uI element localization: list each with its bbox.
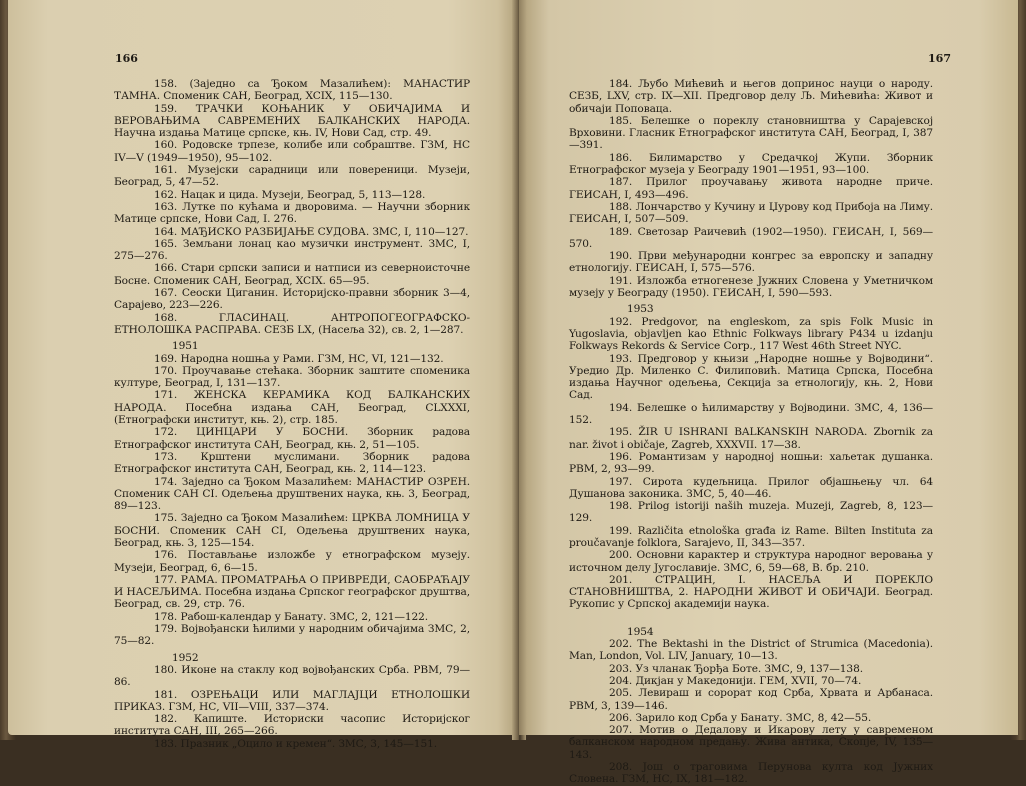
bibliography-entry: 195. ŽIR U ISHRANI BALKANSKIH NARODA. Zbornik za nar. život i običaje, Zagreb, XXXVII. 17—38.	[569, 426, 933, 451]
left-page	[8, 0, 518, 750]
bibliography-entry: 165. Земљани лонац као музички инструмент. ЗМС, I, 275—276.	[114, 237, 470, 263]
bibliography-entry: 176. Постављање изложбе у етнографском музеју. Музеји, Београд, 6, 6—15.	[114, 549, 470, 574]
bibliography-entry: 202. The Bektashi in the District of Strumica (Macedonia). Man, London, Vol. LIV, January, 10—13.	[569, 638, 933, 663]
entry-list	[114, 353, 470, 648]
bibliography-entry: 166. Стари српски записи и натписи из северноисточне Босне. Споменик САН, Београд, XCIX. 65—95.	[114, 262, 470, 287]
page-number: 167	[928, 52, 951, 65]
entry-list	[569, 78, 933, 299]
year-heading: 1951	[172, 340, 199, 353]
bibliography-entry: 175. Заједно са Ђоком Мазалићем: ЦРКВА ЛОМНИЦА У БОСНИ. Споменик САН CI, Одељења друштвених наука, Београд, књ. 3, 125—154.	[114, 512, 470, 549]
bibliography-entry: 162. Нацак и цида. Музеји, Београд, 5, 113—128.	[154, 188, 426, 201]
right-page-text	[569, 78, 933, 786]
bibliography-entry: 187. Прилог проучавању живота народне приче. ГЕИСАН, I, 493—496.	[569, 176, 933, 201]
page-number: 166	[115, 52, 138, 65]
bibliography-entry: 193. Предговор у књизи „Народне ношње у Војводини“. Уредио Др. Миленко С. Филиповић. Матица Српска, Посебна издања Научног одељења, Секција за етнологију, књ. 2, Нови Сад.	[569, 352, 933, 402]
bibliography-entry: 206. Зарило код Срба у Банату. ЗМС, 8, 42—55.	[609, 711, 872, 724]
entry-list	[569, 638, 933, 786]
bibliography-entry: 186. Билимарство у Средачкој Жупи. Зборник Етнографског музеја у Београду 1901—1951, 93—100.	[569, 151, 933, 177]
entry-list	[569, 316, 933, 611]
bibliography-entry: 170. Проучавање стећака. Зборник заштите споменика културе, Београд, I, 131—137.	[114, 364, 470, 390]
entry-list	[114, 78, 470, 336]
bibliography-entry: 159. ТРАЧКИ КОЊАНИК У ОБИЧАЈИМА И ВЕРОВАЊИМА САВРЕМЕНИХ БАЛКАНСКИХ НАРОДА. Научна издања Матице српске, књ. IV, Нови Сад, стр. 49.	[114, 102, 470, 140]
bibliography-entry: 164. МАЂИСКО РАЗБИЈАЊЕ СУДОВА. ЗМС, I, 110—127.	[154, 225, 469, 238]
bibliography-entry: 203. Уз чланак Ђорђа Боте. ЗМС, 9, 137—138.	[609, 662, 863, 675]
bibliography-entry: 179. Војвођански ћилими у народним обичајима ЗМС, 2, 75—82.	[114, 623, 470, 648]
bibliography-entry: 200. Основни карактер и структура народног веровања у источном делу Југославије. ЗМС, 6, 59—68, В. бр. 210.	[569, 549, 933, 574]
bibliography-entry: 208. Још о траговима Перунова култа код Јужних Словена. ГЗМ, НС, IX, 181—182.	[569, 761, 933, 786]
left-page-text	[114, 78, 470, 750]
bibliography-entry: 167. Сеоски Циганин. Историјско-правни зборник 3—4, Сарајево, 223—226.	[114, 287, 470, 312]
bibliography-entry: 204. Дикјан у Македонији. ГЕМ, XVII, 70—74.	[609, 674, 862, 687]
bibliography-entry: 190. Први међународни конгрес за европску и западну етнологију. ГЕИСАН, I, 575—576.	[569, 250, 933, 275]
bibliography-entry: 183. Празник „Оцило и кремен“. ЗМС, 3, 145—151.	[154, 737, 437, 750]
bibliography-entry: 158. (Заједно са Ђоком Мазалићем): МАНАСТИР ТАМНА. Споменик САН, Београд, XCIX, 115—130.	[114, 78, 470, 103]
bibliography-entry: 182. Капиште. Историски часопис Историјског института САН, III, 265—266.	[114, 713, 470, 738]
bibliography-entry: 189. Светозар Раичевић (1902—1950). ГЕИСАН, I, 569—570.	[569, 225, 933, 250]
bibliography-entry: 168. ГЛАСИНАЦ. АНТРОПОГЕОГРАФСКО-ЕТНОЛОШКА РАСПРАВА. СЕЗБ LX, (Насеља 32), св. 2, 1—287.	[114, 311, 470, 336]
year-heading: 1953	[627, 303, 654, 316]
bibliography-entry: 181. ОЗРЕЊАЦИ ИЛИ МАГЛАЈЦИ ЕТНОЛОШКИ ПРИКАЗ. ГЗМ, НС, VII—VIII, 337—374.	[114, 688, 470, 713]
bibliography-entry: 192. Predgovor, na engleskom, za spis Folk Music in Yugoslavia, objavljen kao Ethnic Folkways library P434 u izdanju Folkways Rekords & Service Corp., 117 West 46th Street NYC.	[569, 315, 933, 353]
bibliography-entry: 199. Različita etnološka građa iz Rame. Bilten Instituta za proučavanje folklora, Sarajevo, II, 343—357.	[569, 524, 933, 549]
right-page	[519, 0, 1018, 786]
bibliography-entry: 185. Белешке о пореклу становништва у Сарајевској Врховини. Гласник Етнографског института САН, Београд, I, 387—391.	[569, 114, 933, 152]
bibliography-entry: 194. Белешке о ћилимарству у Војводини. ЗМС, 4, 136—152.	[569, 401, 933, 427]
bibliography-entry: 205. Левираш и сорорат код Срба, Хрвата и Арбанаса. РВМ, 3, 139—146.	[569, 687, 933, 712]
bibliography-entry: 191. Изложба етногенезе Јужних Словена у Уметничком музеју у Београду (1950). ГЕИСАН, I, 590—593.	[569, 274, 933, 300]
bibliography-entry: 160. Родовске трпезе, колибе или собраштве. ГЗМ, НС IV—V (1949—1950), 95—102.	[114, 139, 470, 164]
bibliography-entry: 201. СТРАЦИН, I. НАСЕЉА И ПОРЕКЛО СТАНОВНИШТВА, 2. НАРОДНИ ЖИВОТ И ОБИЧАЈИ. Београд. Рукопис у Српској академији наука.	[569, 573, 933, 611]
bibliography-entry: 178. Рабош-календар у Банату. ЗМС, 2, 121—122.	[154, 610, 429, 623]
bibliography-entry: 169. Народна ношња у Рами. ГЗМ, НС, VI, 121—132.	[154, 352, 444, 365]
bibliography-entry: 198. Prilog istoriji naših muzeja. Muzeji, Zagreb, 8, 123—129.	[569, 500, 933, 525]
bibliography-entry: 180. Иконе на стаклу код војвођанских Срба. РВМ, 79—86.	[114, 663, 470, 689]
year-heading: 1954	[627, 625, 654, 638]
entry-list	[114, 664, 470, 750]
bibliography-entry: 197. Сирота кудељница. Прилог објашњењу чл. 64 Душанова законика. ЗМС, 5, 40—46.	[569, 475, 933, 500]
bibliography-entry: 196. Романтизам у народној ношњи: хаљетак душанка. РВМ, 2, 93—99.	[569, 450, 933, 476]
bibliography-entry: 177. РАМА. ПРОМАТРАЊА О ПРИВРЕДИ, САОБРАЋАЈУ И НАСЕЉИМА. Посебна издања Српског географског друштва, Београд, св. 29, стр. 76.	[114, 573, 470, 611]
bibliography-entry: 161. Музејски сарадници или повереници. Музеји, Београд, 5, 47—52.	[114, 164, 470, 189]
bibliography-entry: 174. Заједно са Ђоком Мазалићем: МАНАСТИР ОЗРЕН. Споменик САН CI. Одељења друштвених наука, књ. 3, Београд, 89—123.	[114, 475, 470, 513]
bibliography-entry: 163. Лутке по кућама и дворовима. — Научни зборник Матице српске, Нови Сад, I. 276.	[114, 200, 470, 226]
bibliography-entry: 184. Љубо Мићевић и његов допринос науци о народу. СЕЗБ, LXV, стр. IX—XII. Предговор делу Љ. Мићевића: Живот и обичаји Поповаца.	[569, 78, 933, 115]
year-heading: 1952	[172, 651, 199, 664]
bibliography-entry: 173. Крштени муслимани. Зборник радова Етнографског института САН, Београд, књ. 2, 114—123.	[114, 450, 470, 476]
bibliography-entry: 188. Лончарство у Кучину и Џурову код Прибоја на Лиму. ГЕИСАН, I, 507—509.	[569, 200, 933, 226]
bibliography-entry: 171. ЖЕНСКА КЕРАМИКА КОД БАЛКАНСКИХ НАРОДА. Посебна издања САН, Београд, CLXXXI, (Етнографски институт, књ. 2), стр. 185.	[114, 389, 470, 427]
bibliography-entry: 172. ЦИНЦАРИ У БОСНИ. Зборник радова Етнографског института САН, Београд, књ. 2, 51—105.	[114, 426, 470, 451]
bibliography-entry: 207. Мотив о Дедалову и Икарову лету у савременом балканском народном предању. Жива антика, Скопје, IV, 135—143.	[569, 724, 933, 761]
